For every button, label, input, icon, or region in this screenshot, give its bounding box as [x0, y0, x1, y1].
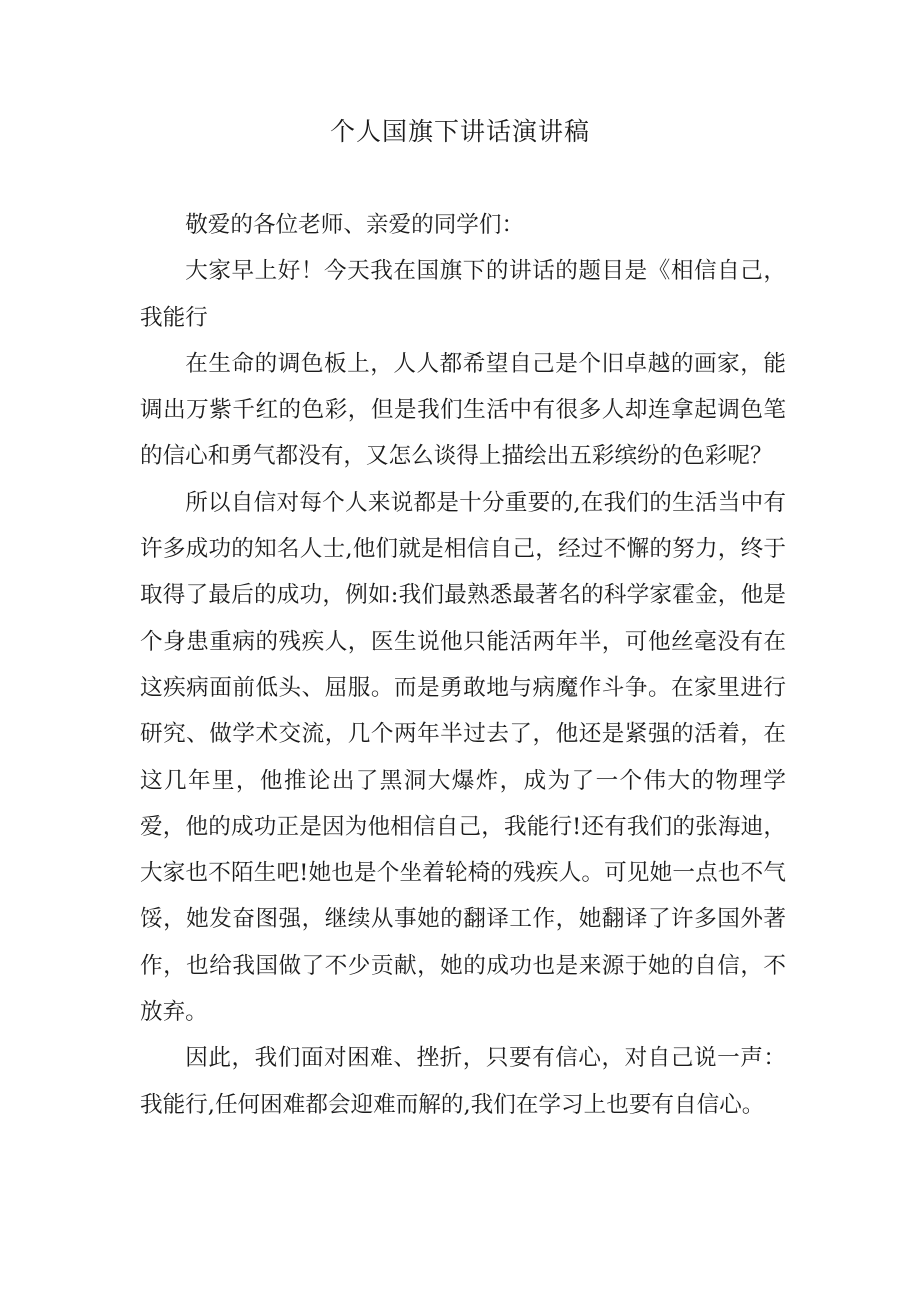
body-paragraph: 因此，我们面对困难、挫折，只要有信心，对自己说一声：我能行,任何困难都会迎难而解的,我们在学习上也要有自信心。	[140, 1045, 786, 1118]
body-paragraph: 在生命的调色板上，人人都希望自己是个旧卓越的画家，能调出万紫千红的色彩，但是我们生活中有很多人却连拿起调色笔的信心和勇气都没有，又怎么谈得上描绘出五彩缤纷的色彩呢？	[140, 350, 786, 470]
document-body	[140, 202, 786, 1128]
document-title: 个人国旗下讲话演讲稿	[329, 117, 590, 146]
salutation-paragraph: 敬爱的各位老师、亲爱的同学们：	[185, 212, 525, 238]
greeting-paragraph: 大家早上好！今天我在国旗下的讲话的题目是《相信自己，我能行	[140, 258, 786, 331]
body-paragraph: 所以自信对每个人来说都是十分重要的,在我们的生活当中有许多成功的知名人士,他们就是相信自己，经过不懈的努力，终于取得了最后的成功，例如:我们最熟悉最著名的科学家霍金，他是个身患重病的残疾人，医生说他只能活两年半，可他丝毫没有在这疾病面前低头、屈服。而是勇敢地与病魔作斗争。在家里进行研究、做学术交流，几个两年半过去了，他还是紧强的活着，在这几年里，他推论出了黑洞大爆炸，成为了一个伟大的物理学爱，他的成功正是因为他相信自己，我能行!还有我们的张海迪，大家也不陌生吧!她也是个坐着轮椅的残疾人。可见她一点也不气馁，她发奋图强，继续从事她的翻译工作，她翻译了许多国外著作，也给我国做了不少贡献，她的成功也是来源于她的自信，不放弃。	[140, 489, 786, 1026]
